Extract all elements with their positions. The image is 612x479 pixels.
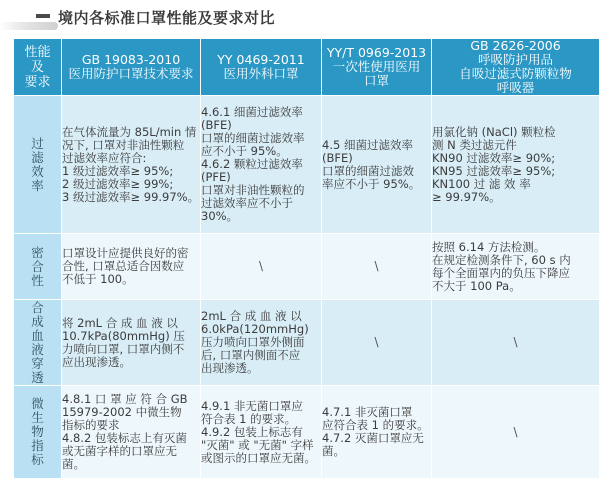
text-line: 呼吸器 <box>496 80 535 95</box>
table-cell <box>322 300 432 386</box>
text-line: 应符合表 1 的要求。 <box>322 418 429 432</box>
text-line: 4.7.2 灭菌口罩应无 <box>322 431 424 445</box>
text-line: 物 <box>31 424 44 439</box>
text-line: 医用防护口罩技术要求 <box>68 66 194 81</box>
text-line: 口罩 <box>363 73 389 88</box>
title-bar <box>0 0 612 36</box>
text-line: YY/T 0969-2013 <box>326 45 427 60</box>
text-line: 合 <box>31 299 44 315</box>
header-cell-gb2626 <box>432 39 600 96</box>
comparison-table <box>13 38 600 479</box>
text-line: 在气体流量为 85L/min 情 <box>62 124 197 139</box>
header-cell-yyt0969 <box>322 39 432 96</box>
text-line: (PFE) <box>201 170 231 184</box>
not-applicable-mark: \ <box>513 335 518 349</box>
text-line: 性能 <box>24 44 51 60</box>
text-line: 液 <box>31 341 44 357</box>
text-line: 菌。 <box>322 444 345 458</box>
row-label <box>14 300 62 386</box>
text-line: 微 <box>31 396 44 411</box>
text-line: GB 2626-2006 <box>470 38 561 53</box>
text-line: KN95 过滤效率≥ 95%; <box>432 163 556 178</box>
text-line: 3 级过滤效率≥ 99.97%。 <box>62 189 200 204</box>
text-line: 效 <box>31 163 44 179</box>
text-line: 或图示的口罩应无菌。 <box>201 450 316 465</box>
text-line: 6.0kPa(120mmHg) <box>201 322 309 336</box>
text-line: YY 0469-2011 <box>217 52 305 67</box>
text-line: (BFE) <box>322 150 353 165</box>
title-decoration <box>0 22 58 30</box>
table-cell <box>322 386 432 479</box>
text-line: 率应不小于 95%。 <box>322 176 421 191</box>
text-line: 力喷向口罩, 口罩内侧不 <box>62 341 185 356</box>
text-line: 合性, 口罩总适合因数应 <box>62 259 185 273</box>
table-cell <box>62 234 201 300</box>
text-line: 及 <box>30 59 44 75</box>
not-applicable-mark: \ <box>513 424 518 439</box>
text-line: 每个全面罩内的负压下降应 <box>432 265 570 280</box>
text-line: 4.8.1 口 罩 应 符 合 GB <box>62 392 188 406</box>
text-line: 将 2mL 合 成 血 液 以 <box>62 315 178 330</box>
text-line: 不大于 100 Pa。 <box>432 278 521 293</box>
not-applicable-mark: \ <box>258 259 264 273</box>
text-line: 符合表 1 的要求。 <box>201 411 297 426</box>
text-line: KN100 过 滤 效 率 <box>432 176 531 191</box>
text-line: 用氯化钠 (NaCl) 颗粒检 <box>432 124 556 139</box>
text-line: 性 <box>31 272 44 288</box>
text-line: 2mL 合 成 血 液 以 <box>201 309 302 323</box>
text-line: 一次性使用医用 <box>332 59 421 74</box>
text-line: 合 <box>31 258 44 274</box>
text-line: 4.6.2 颗粒过滤效率 <box>201 157 303 171</box>
header-cell-gb19083 <box>62 39 201 96</box>
text-line: 穿 <box>31 355 44 371</box>
text-line: 呼吸防护用品 <box>477 52 553 67</box>
text-line: 后, 口罩内侧面不应 <box>201 348 301 362</box>
text-line: 30%。 <box>201 209 239 223</box>
text-line: 4.7.1 非灭菌口罩 <box>322 405 413 419</box>
table-cell <box>322 96 432 234</box>
text-line: 4.9.1 非无菌口罩应 <box>201 398 303 413</box>
table-cell <box>201 234 322 300</box>
text-line: 密 <box>31 244 44 260</box>
header-cell-yy0469 <box>201 39 322 96</box>
text-line: 成 <box>31 313 44 329</box>
text-line: 率 <box>31 177 44 193</box>
row-label <box>14 96 62 234</box>
text-line: 4.8.2 包装标志上有灭菌 <box>62 431 187 445</box>
text-line: (BFE) <box>201 118 232 132</box>
text-line: KN90 过滤效率≥ 90%; <box>432 150 556 165</box>
text-line: 1 级过滤效率≥ 95%; <box>62 163 174 178</box>
table-cell <box>322 234 432 300</box>
title-dash-icon <box>36 14 50 18</box>
text-line: 应不小于 95%。 <box>201 144 288 158</box>
text-line: 指 <box>31 438 44 453</box>
table-cell <box>432 234 600 300</box>
table-cell <box>201 386 322 479</box>
table-row-fit <box>14 234 600 300</box>
text-line: 不低于 100。 <box>62 272 134 286</box>
text-line: 口罩的细菌过滤效 <box>322 163 414 178</box>
text-line: ≥ 99.97%。 <box>432 189 501 204</box>
text-line: "灭菌" 或 "无菌" 字样 <box>201 437 314 452</box>
text-line: 标 <box>31 452 44 467</box>
table-row-blood-penetration <box>14 300 600 386</box>
text-line: 在规定检测条件下, 60 s 内 <box>432 252 571 267</box>
page-title: 境内各标准口罩性能及要求对比 <box>58 9 276 27</box>
table-cell <box>201 300 322 386</box>
table-cell <box>62 386 201 479</box>
table-cell <box>201 96 322 234</box>
header-row <box>14 39 600 96</box>
text-line: 测 N 类过滤元件 <box>432 137 517 152</box>
row-label <box>14 234 62 300</box>
not-applicable-mark: \ <box>374 259 379 273</box>
text-line: 口罩对非油性颗粒的 <box>201 183 305 197</box>
text-line: 生 <box>31 410 44 425</box>
text-line: 15979-2002 中微生物 <box>62 405 182 419</box>
text-line: 2 级过滤效率≥ 99%; <box>62 176 174 191</box>
text-line: 透 <box>31 369 44 385</box>
text-line: 滤 <box>31 149 44 165</box>
table-row-filtration <box>14 96 600 234</box>
text-line: 4.5 细菌过滤效率 <box>322 137 413 152</box>
text-line: 按照 6.14 方法检测。 <box>432 239 546 254</box>
text-line: 自吸过滤式防颗粒物 <box>459 66 572 81</box>
text-line: 压力喷向口罩外侧面 <box>201 335 305 349</box>
row-label <box>14 386 62 479</box>
table-row-microbial <box>14 386 600 479</box>
text-line: 或无菌字样的口罩应无 <box>62 444 177 458</box>
table-cell <box>62 96 201 234</box>
table-cell <box>432 96 600 234</box>
text-line: 菌。 <box>62 457 85 471</box>
text-line: 10.7kPa(80mmHg) 压 <box>62 328 185 343</box>
text-line: 应出现渗透。 <box>62 354 131 369</box>
table-cell <box>432 386 600 479</box>
text-line: 出现渗透。 <box>201 361 259 375</box>
text-line: 况下, 口罩对非油性颗粒 <box>62 137 185 152</box>
text-line: 4.6.1 细菌过滤效率 <box>201 105 303 119</box>
text-line: 指标的要求 <box>62 418 120 432</box>
text-line: 口罩的细菌过滤效率 <box>201 131 305 145</box>
text-line: 口罩设计应提供良好的密 <box>62 246 189 260</box>
table-cell <box>432 300 600 386</box>
text-line: 血 <box>31 327 44 343</box>
text-line: 医用外科口罩 <box>223 66 299 81</box>
text-line: 要求 <box>24 74 51 90</box>
text-line: 过 <box>31 135 44 151</box>
text-line: GB 19083-2010 <box>81 52 181 67</box>
not-applicable-mark: \ <box>374 335 379 349</box>
text-line: 过滤效率应不小于 <box>201 196 293 210</box>
text-line: 4.9.2 包装上标志有 <box>201 424 303 439</box>
text-line: 过滤效率应符合: <box>62 150 147 165</box>
header-cell-attribute <box>14 39 62 96</box>
table-cell <box>62 300 201 386</box>
